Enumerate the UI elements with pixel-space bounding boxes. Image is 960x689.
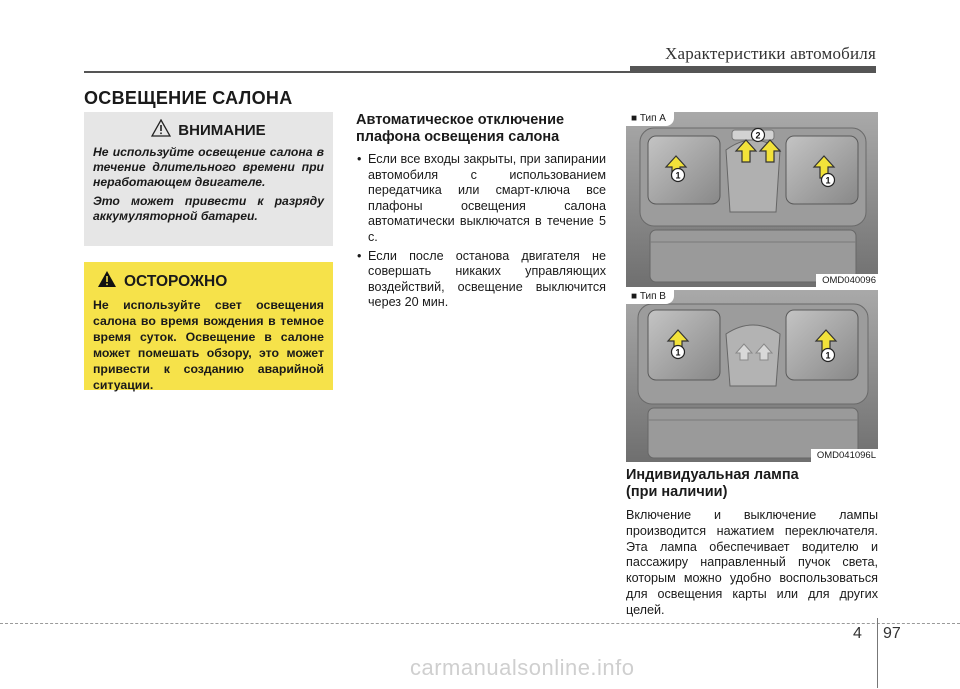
header-tab — [630, 66, 876, 73]
callout-1-right: 1 — [825, 350, 831, 361]
callout-1-left: 1 — [675, 347, 681, 358]
page-number: 97 — [883, 625, 901, 642]
individual-lamp-section — [626, 467, 878, 619]
auto-off-list — [356, 152, 606, 311]
warning-box — [84, 112, 333, 246]
auto-off-heading — [356, 112, 606, 146]
caution-heading: ОСТОРОЖНО — [124, 272, 228, 290]
callout-2: 2 — [755, 130, 761, 141]
caution-box — [84, 262, 333, 390]
footer-divider — [877, 618, 878, 688]
individual-lamp-text: Включение и выключение лампы производится нажатием переключателя. Эта лампа обеспечивает водителю и пассажиру направленный пучок света, которым можно удобно воспользоваться для освещения карты или для других целей. — [626, 508, 878, 617]
list-item: • Если после останова двигателя не совершать никаких управляющих воздействий, освещение выключится через 20 мин. — [356, 249, 606, 311]
callout-1-left: 1 — [675, 170, 681, 181]
figure-type-b — [626, 290, 878, 462]
lamp-panel-type-a-illustration — [626, 112, 878, 287]
caution-triangle-icon — [97, 270, 117, 293]
individual-lamp-heading-line2: (при наличии) — [626, 484, 728, 500]
warning-text-2: Это может привести к разряду аккумуляторной батареи. — [93, 194, 324, 223]
lamp-panel-type-b-illustration — [626, 290, 878, 462]
figure-type-a — [626, 112, 878, 287]
watermark: carmanualsonline.info — [410, 655, 635, 680]
figure-a-code: OMD040096 — [816, 274, 878, 287]
section-title: ОСВЕЩЕНИЕ САЛОНА — [84, 88, 293, 108]
footer-rule — [0, 623, 960, 624]
caution-text: Не используйте свет освещения салона во время вождения в темное время суток. Освещение в салоне может помешать обзору, это может привести к созданию аварийной ситуации. — [93, 298, 324, 392]
individual-lamp-heading — [626, 467, 878, 501]
callout-1-right: 1 — [825, 175, 831, 186]
caution-header — [93, 270, 324, 293]
figure-b-code: OMD041096L — [811, 449, 878, 462]
header-title: Характеристики автомобиля — [665, 44, 876, 63]
warning-triangle-icon — [151, 119, 171, 141]
individual-lamp-heading-line1: Индивидуальная лампа — [626, 467, 799, 483]
chapter-number: 4 — [853, 625, 862, 642]
figure-b-label: ■ Тип B — [626, 290, 674, 304]
auto-off-heading-line2: плафона освещения салона — [356, 129, 560, 145]
warning-heading: ВНИМАНИЕ — [178, 121, 266, 139]
warning-header — [93, 119, 324, 141]
auto-off-heading-line1: Автоматическое отключение — [356, 112, 565, 128]
warning-text-1: Не используйте освещение салона в течение длительного времени при неработающем двигателе. — [93, 145, 324, 189]
list-item: • Если все входы закрыты, при запирании автомобиля с использованием передатчика или смарт-ключа все плафоны освещения салона автоматически выключатся в течение 5 с. — [356, 152, 606, 246]
auto-off-section — [356, 112, 606, 314]
figure-a-label: ■ Тип A — [626, 112, 674, 126]
